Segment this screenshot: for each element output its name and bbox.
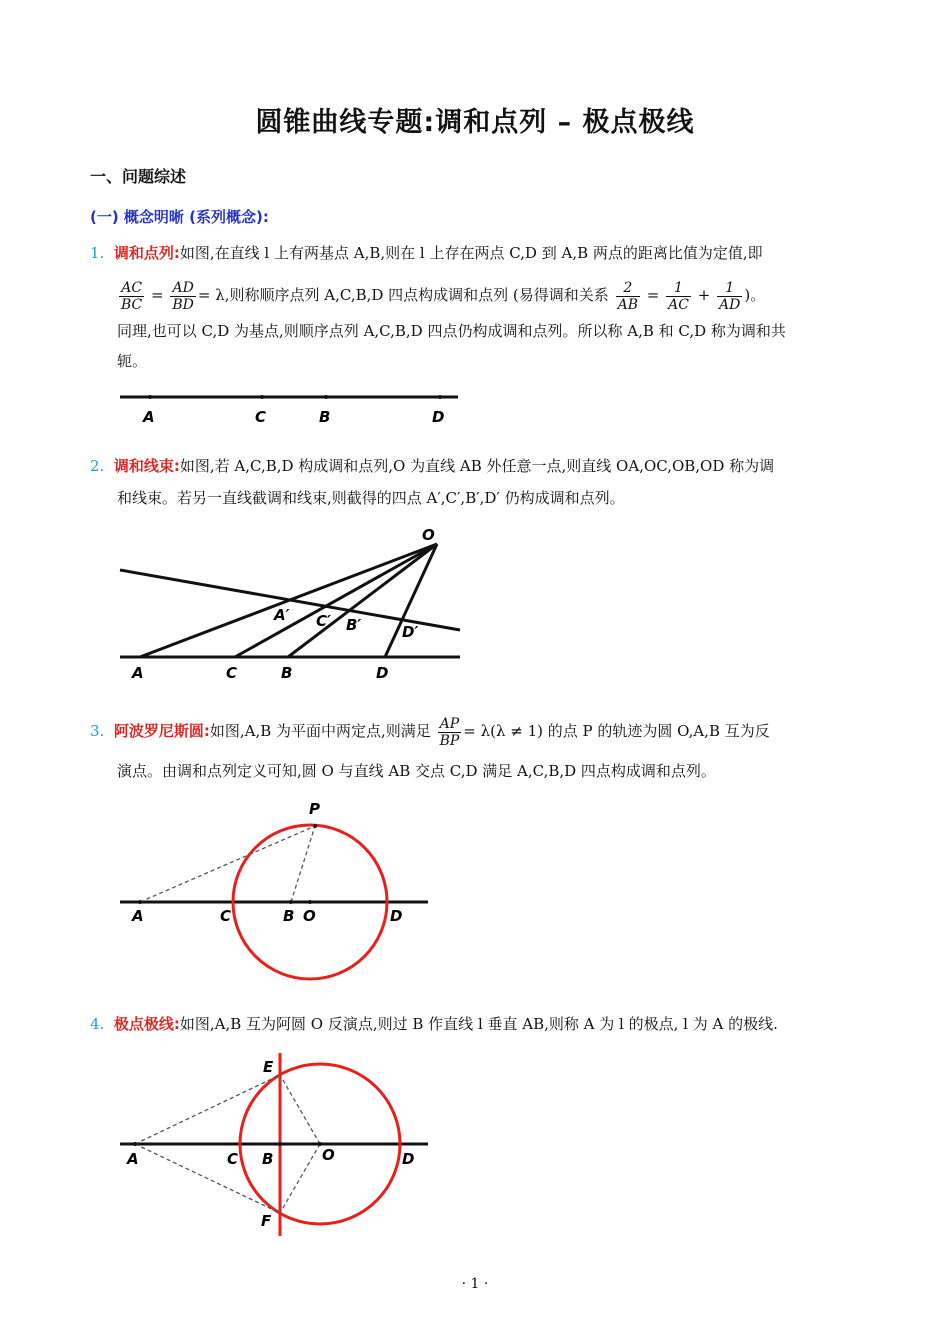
label-a: A [132, 907, 144, 925]
label-p: P [309, 800, 320, 818]
item-term: 阿波罗尼斯圆: [113, 722, 210, 740]
label-d: D [390, 907, 403, 925]
item-number: 2. [90, 457, 105, 475]
item-1-line-2: $\frac{AC}{BC}$ = $\frac{AD}{BD}$ = λ,则称顺序点列 A,C,B,D 四点构成调和点列 (易得调和关系 $\frac{2}{AB}$ = $\frac{1}{AC}$ + $\frac{1}{AD}$ )。 [121, 279, 766, 313]
subsection-heading: (一) 概念明晰 (系列概念): [90, 208, 269, 226]
item-3-line-2: 演点。由调和点列定义可知,圆 O 与直线 AB 交点 C,D 满足 A,C,B,D 四点构成调和点列。 [117, 762, 716, 780]
label-c: C [226, 664, 238, 682]
item-4-line-1 [90, 1014, 778, 1034]
fraction: $\frac{2}{AB}$ [617, 279, 638, 313]
label-a-prime: A′ [274, 606, 290, 624]
figure-harmonic-points [110, 385, 470, 430]
item-3-line-1 [90, 711, 770, 751]
item-number: 1. [90, 244, 105, 262]
label-e: E [263, 1058, 274, 1076]
label-f: F [261, 1212, 272, 1230]
segment-ap [140, 826, 315, 902]
label-a: A [127, 1150, 139, 1168]
section-heading: 一、问题综述 [90, 167, 187, 186]
point-a [138, 900, 142, 904]
item-text: 如图,A,B 为平面中两定点,则满足 [209, 722, 431, 740]
item-term: 极点极线: [113, 1015, 180, 1033]
label-b-prime: B′ [346, 616, 362, 634]
point-a [133, 1142, 137, 1146]
item-term: 调和线束: [113, 457, 180, 475]
figure-harmonic-pencil [110, 520, 470, 685]
segment-bp [291, 826, 315, 902]
point-b [289, 900, 293, 904]
label-c-prime: C′ [316, 612, 331, 630]
item-1-line-4: 轭。 [117, 352, 148, 370]
radius-of [280, 1144, 320, 1213]
radius-oe [280, 1075, 320, 1144]
label-b: B [262, 1150, 274, 1168]
point-c [260, 395, 264, 399]
fraction: $\frac{AD}{BD}$ [172, 279, 194, 313]
label-c: C [220, 907, 232, 925]
item-number: 3. [90, 722, 105, 740]
point-d [438, 395, 442, 399]
point-o [308, 900, 312, 904]
item-1-line-3: 同理,也可以 C,D 为基点,则顺序点列 A,C,B,D 四点仍构成调和点列。所以称 A,B 和 C,D 称为调和共 [117, 322, 786, 340]
figure-pole-polar [110, 1048, 440, 1243]
point-b [324, 395, 328, 399]
fraction: $\frac{AP}{BP}$ [439, 715, 460, 749]
fraction: $\frac{AC}{BC}$ [121, 279, 143, 313]
item-text: = λ(λ ≠ 1) 的点 P 的轨迹为圆 O,A,B 互为反 [463, 722, 770, 740]
tangent-af [135, 1144, 280, 1213]
item-text: 如图,A,B 互为阿圆 O 反演点,则过 B 作直线 l 垂直 AB,则称 A 为 l 的极点, l 为 A 的极线. [179, 1015, 778, 1033]
label-b: B [281, 664, 293, 682]
item-term: 调和点列: [113, 244, 180, 262]
figure-apollonius-circle [110, 798, 440, 993]
page-title: 圆锥曲线专题:调和点列 – 极点极线 [255, 107, 695, 138]
label-d-prime: D′ [402, 623, 419, 641]
page-number: · 1 · [461, 1276, 489, 1292]
label-d: D [432, 408, 445, 426]
item-text: = λ,则称顺序点列 A,C,B,D 四点构成调和点列 (易得调和关系 [197, 286, 609, 304]
point-b [278, 1142, 282, 1146]
label-c: C [255, 408, 267, 426]
item-text: 如图,在直线 l 上有两基点 A,B,则在 l 上存在两点 C,D 到 A,B 两点的距离比值为定值,即 [179, 244, 763, 262]
label-b: B [283, 907, 295, 925]
item-text: 如图,若 A,C,B,D 构成调和点列,O 为直线 AB 外任意一点,则直线 OA,OC,OB,OD 称为调 [179, 457, 775, 475]
label-d: D [376, 664, 389, 682]
label-a: A [143, 408, 155, 426]
label-b: B [319, 408, 331, 426]
item-1-line-1 [90, 243, 763, 263]
tangent-ae [135, 1075, 280, 1144]
label-a: A [132, 664, 144, 682]
point-p [313, 824, 317, 828]
item-text: )。 [744, 286, 766, 304]
label-c: C [227, 1150, 239, 1168]
fraction: $\frac{1}{AC}$ [668, 279, 689, 313]
label-o: O [303, 907, 316, 925]
label-d: D [402, 1150, 415, 1168]
item-2-line-1 [90, 456, 774, 476]
point-a [148, 395, 152, 399]
label-o: O [322, 1146, 335, 1164]
item-number: 4. [90, 1015, 105, 1033]
fraction: $\frac{1}{AD}$ [719, 279, 741, 313]
label-o: O [422, 526, 435, 544]
item-2-line-2: 和线束。若另一直线截调和线束,则截得的四点 A′,C′,B′,D′ 仍构成调和点列。 [117, 489, 625, 507]
